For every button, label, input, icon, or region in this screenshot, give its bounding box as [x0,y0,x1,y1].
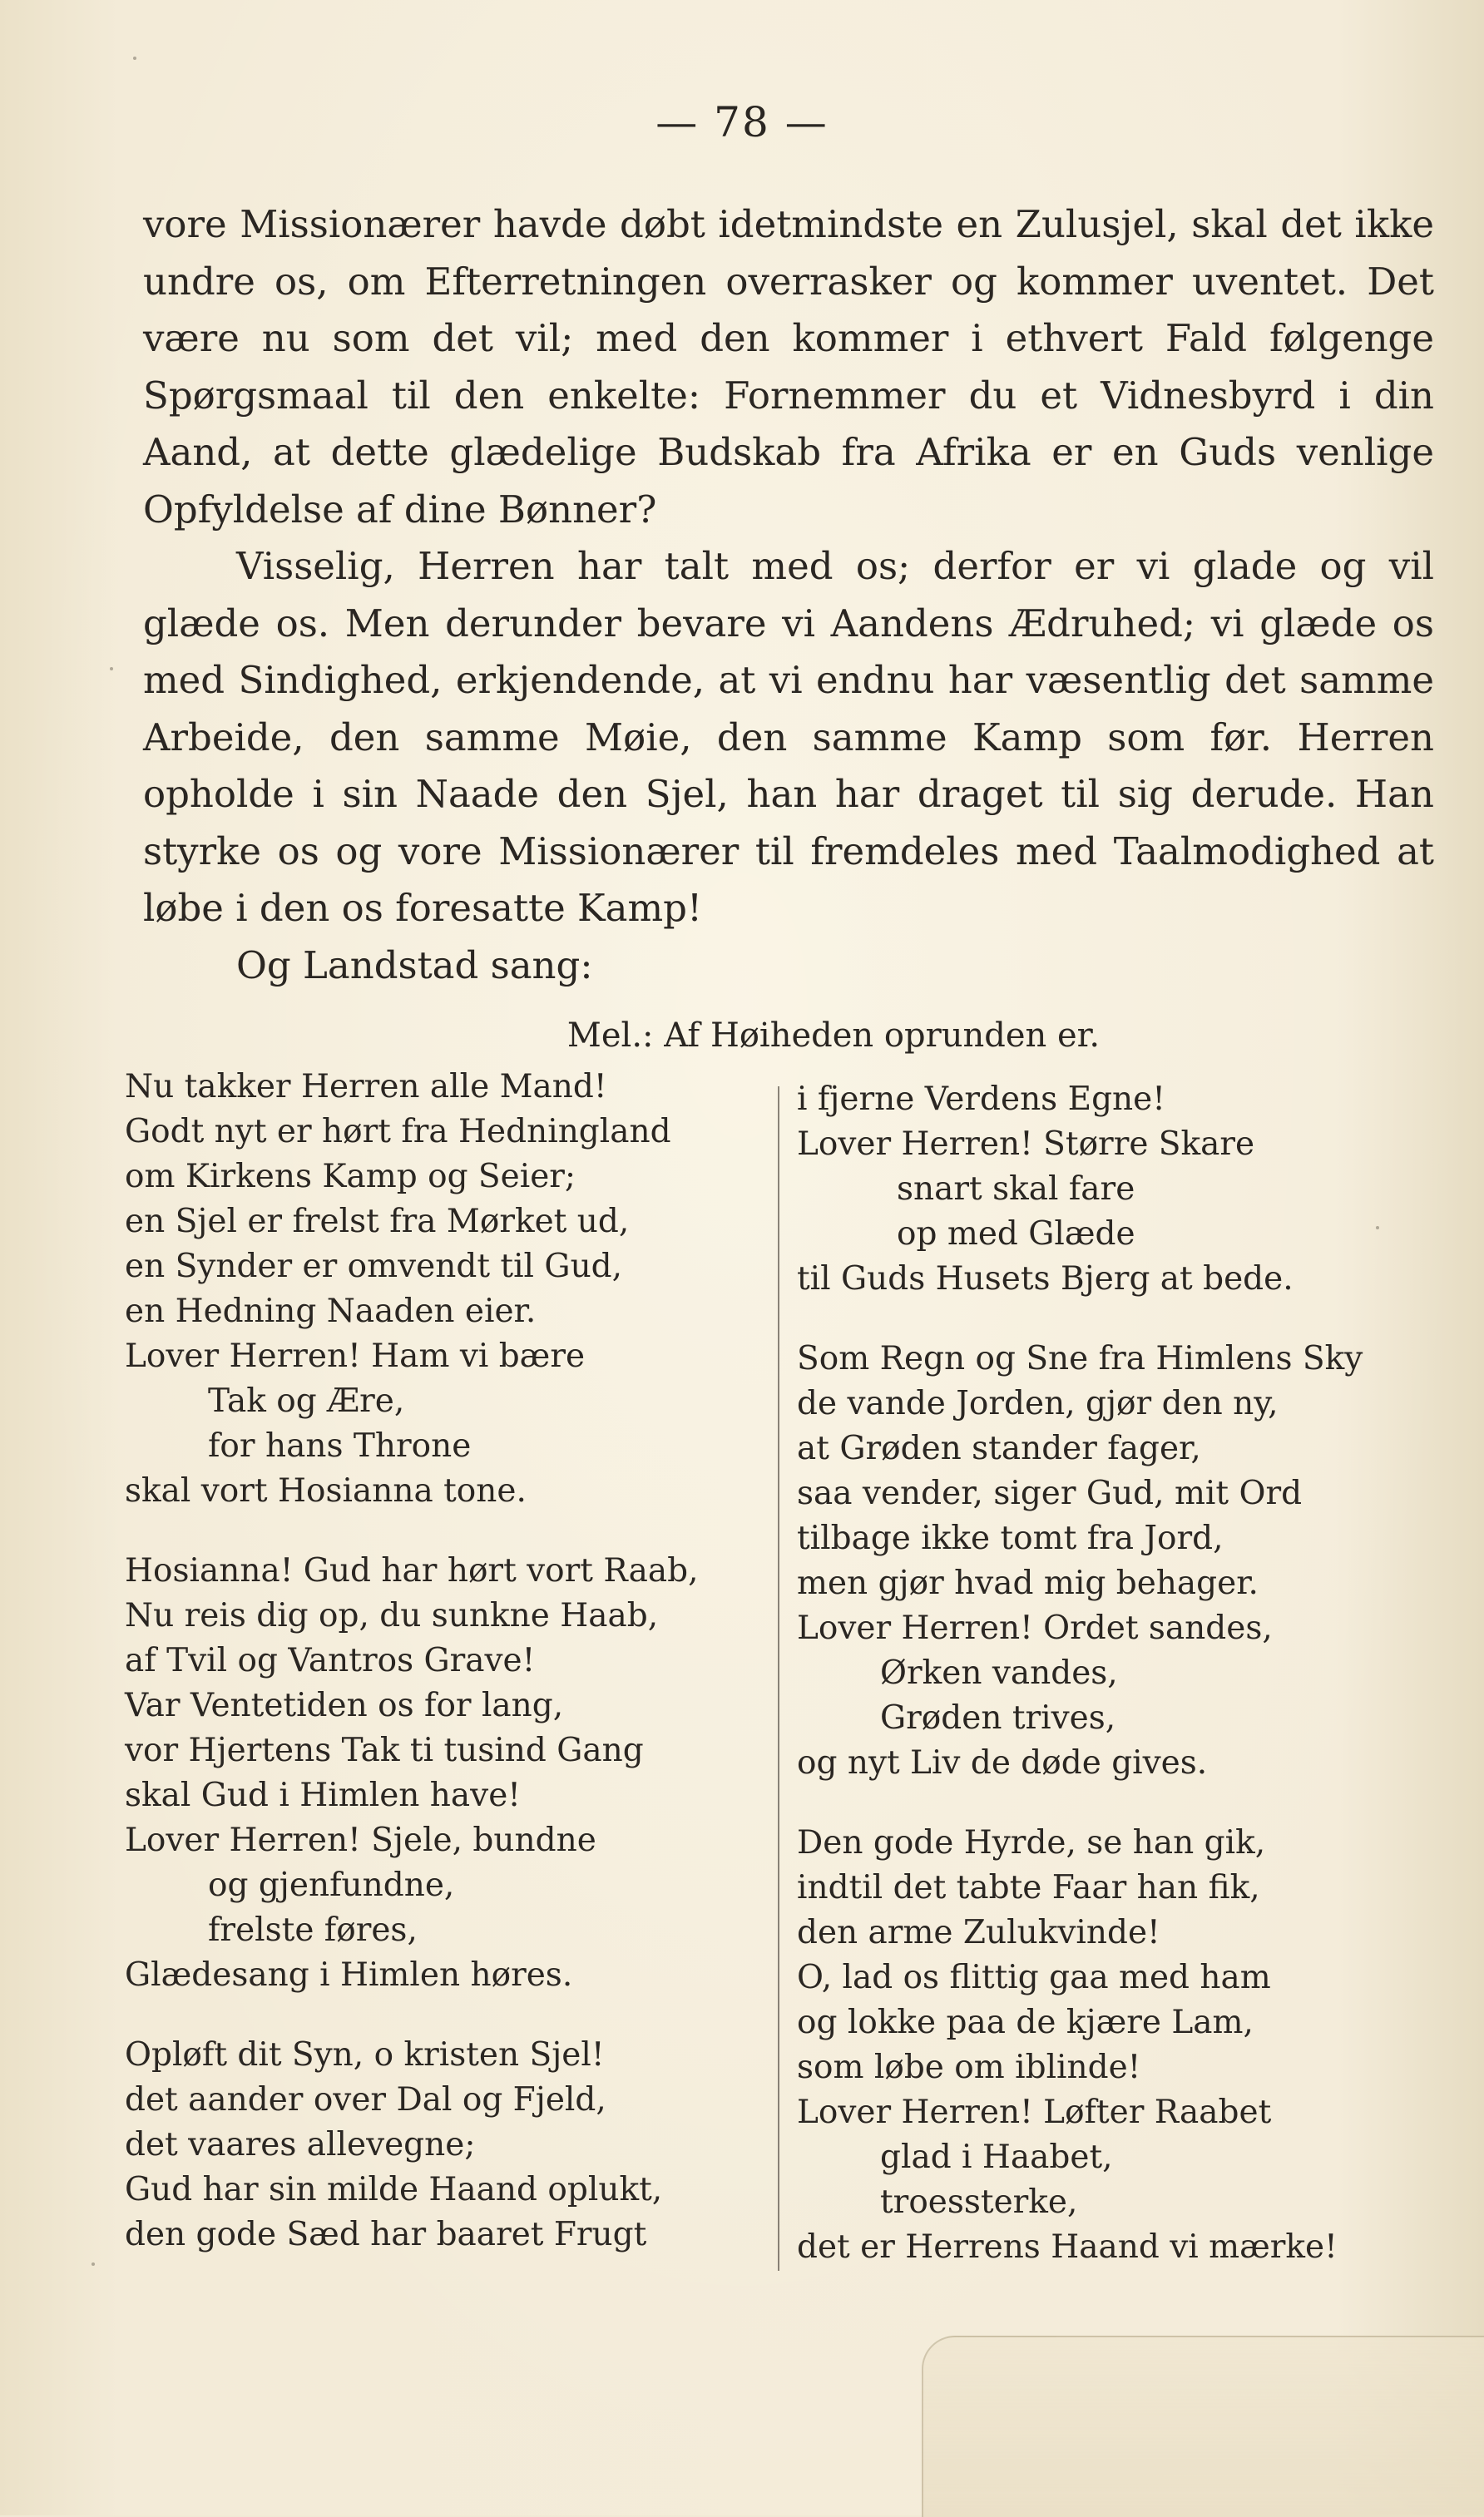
prose-paragraph-2: Visselig, Herren har talt med os; derfor er vi glade og vil glæde os. Men derunder bevare vi Aandens Ædruhed; vi glæde os med Sindighed, erkjendende, at vi endnu har væsentlig det samme Arbeide, den samme Møie, den samme Kamp som før. Herren opholde i sin Naade den Sjel, han har draget til sig derude. Han styrke os og vore Missionærer til fremdeles med Taalmodighed at løbe i den os foresatte Kamp! [143,544,1434,930]
verse-line: og gjenfundne, [208,1867,455,1904]
verse-line: vor Hjertens Tak ti tusind Gang [125,1732,644,1769]
verse-line: skal Gud i Himlen have! [125,1777,521,1814]
verse-line: indtil det tabte Faar han fik, [797,1869,1260,1906]
verse-line: op med Glæde [897,1215,1135,1253]
page-number: — 78 — [655,98,829,146]
verse-line: Glædesang i Himlen høres. [125,1956,573,1994]
verse-line: Den gode Hyrde, se han gik, [797,1824,1266,1862]
hymn-right-column [797,1077,1446,2270]
stanza-left-1 [125,1065,765,1514]
verse-line: som løbe om iblinde! [797,2049,1141,2086]
verse-line: troessterke, [880,2183,1078,2221]
verse-line: den gode Sæd har baaret Frugt [125,2216,647,2253]
verse-line: Var Ventetiden os for lang, [125,1687,564,1724]
verse-line: Grøden trives, [880,1699,1116,1737]
verse-line: og nyt Liv de døde gives. [797,1744,1208,1782]
hymn-left-column [125,1065,765,2257]
verse-line: saa vender, siger Gud, mit Ord [797,1475,1303,1512]
paper-speck [1376,1226,1379,1229]
verse-line: af Tvil og Vantros Grave! [125,1642,536,1679]
paper-speck [110,667,113,670]
stanza-left-2 [125,1549,765,1998]
prose-paragraph-3: Og Landstad sang: [236,942,593,987]
verse-line: Som Regn og Sne fra Himlens Sky [797,1340,1363,1377]
page-corner-fold [922,2336,1484,2517]
paper-speck [92,2262,95,2266]
verse-line: snart skal fare [897,1170,1135,1208]
column-divider [778,1086,779,2271]
verse-line: Gud har sin milde Haand oplukt, [125,2171,663,2208]
verse-line: O, lad os flittig gaa med ham [797,1959,1271,1996]
verse-line: Tak og Ære, [208,1382,405,1420]
verse-line: glad i Haabet, [880,2139,1113,2176]
hymn-melody: Mel.: Af Høiheden oprunden er. [566,1016,1101,1055]
verse-line: en Synder er omvendt til Gud, [125,1248,623,1285]
verse-line: Nu takker Herren alle Mand! [125,1068,607,1105]
verse-line: men gjør hvad mig behager. [797,1565,1259,1602]
verse-line: Opløft dit Syn, o kristen Sjel! [125,2036,605,2074]
stanza-right-2 [797,1337,1446,1786]
stanza-right-3 [797,1821,1446,2270]
stanza-right-1 [797,1077,1446,1302]
verse-line: frelste føres, [208,1911,418,1949]
verse-line: til Guds Husets Bjerg at bede. [797,1260,1294,1298]
verse-line: Ørken vandes, [880,1654,1118,1692]
verse-line: om Kirkens Kamp og Seier; [125,1158,576,1195]
verse-line: for hans Throne [208,1427,472,1465]
verse-line: en Sjel er frelst fra Mørket ud, [125,1203,630,1240]
verse-line: at Grøden stander fager, [797,1430,1201,1467]
verse-line: tilbage ikke tomt fra Jord, [797,1520,1224,1557]
verse-line: det aander over Dal og Fjeld, [125,2081,606,2119]
stanza-left-3 [125,2033,765,2257]
prose-text [143,196,1434,994]
verse-line: Lover Herren! Større Skare [797,1125,1255,1163]
verse-line: og lokke paa de kjære Lam, [797,2004,1254,2041]
verse-line: i fjerne Verdens Egne! [797,1080,1165,1118]
verse-line: Nu reis dig op, du sunkne Haab, [125,1597,659,1634]
verse-line: det er Herrens Haand vi mærke! [797,2228,1338,2266]
verse-line: de vande Jorden, gjør den ny, [797,1385,1279,1422]
verse-line: Godt nyt er hørt fra Hedningland [125,1113,671,1150]
verse-line: Lover Herren! Løfter Raabet [797,2094,1272,2131]
paper-speck [133,57,136,60]
verse-line: Lover Herren! Ordet sandes, [797,1610,1273,1647]
verse-line: det vaares allevegne; [125,2126,476,2163]
verse-line: Hosianna! Gud har hørt vort Raab, [125,1552,699,1590]
verse-line: skal vort Hosianna tone. [125,1472,527,1510]
verse-line: Lover Herren! Sjele, bundne [125,1822,596,1859]
verse-line: Lover Herren! Ham vi bære [125,1338,586,1375]
verse-line: den arme Zulukvinde! [797,1914,1160,1951]
prose-paragraph-1: vore Missionærer havde døbt idetmindste en Zulusjel, skal det ikke undre os, om Efterretningen overrasker og kommer uventet. Det være nu som det vil; med den kommer i ethvert Fald følgenge Spørgsmaal til den enkelte: Fornemmer du et Vidnesbyrd i din Aand, at dette glædelige Budskab fra Afrika er en Guds venlige Opfyldelse af dine Bønner? [143,202,1434,532]
verse-line: en Hedning Naaden eier. [125,1293,537,1330]
